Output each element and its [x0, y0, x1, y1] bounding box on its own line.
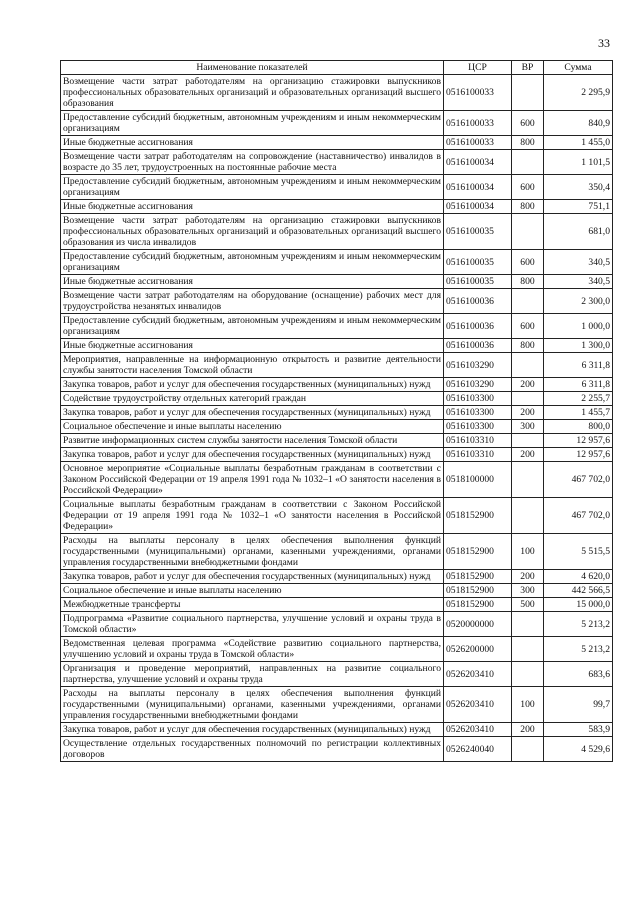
row-name-cell: Подпрограмма «Развитие социального партнерства, улучшение условий и охраны труда в Томской области»: [61, 612, 444, 637]
row-vr-cell: 200: [512, 406, 544, 420]
row-name-cell: Закупка товаров, работ и услуг для обеспечения государственных (муниципальных) нужд: [61, 723, 444, 737]
row-sum-cell: 467 702,0: [544, 462, 613, 498]
row-vr-cell: 200: [512, 570, 544, 584]
table-row: [61, 462, 613, 498]
row-vr-cell: 200: [512, 448, 544, 462]
table-row: [61, 662, 613, 687]
row-name-cell: Закупка товаров, работ и услуг для обеспечения государственных (муниципальных) нужд: [61, 378, 444, 392]
row-vr-cell: [512, 150, 544, 175]
row-code-cell: 0516100034: [444, 200, 512, 214]
row-name-cell: Ведомственная целевая программа «Содействие развитию социального партнерства, улучшению условий и охраны труда в Томской области»: [61, 637, 444, 662]
table-row: [61, 136, 613, 150]
table-row: [61, 175, 613, 200]
row-code-cell: 0516103310: [444, 434, 512, 448]
row-code-cell: 0516100033: [444, 75, 512, 111]
table-row: [61, 406, 613, 420]
row-name-cell: Социальное обеспечение и иные выплаты населению: [61, 584, 444, 598]
row-code-cell: 0516100034: [444, 175, 512, 200]
row-vr-cell: 300: [512, 584, 544, 598]
table-row: [61, 111, 613, 136]
row-code-cell: 0526203410: [444, 662, 512, 687]
table-row: [61, 378, 613, 392]
row-sum-cell: 583,9: [544, 723, 613, 737]
budget-table: [60, 60, 613, 762]
table-row: [61, 339, 613, 353]
row-name-cell: Основное мероприятие «Социальные выплаты безработным гражданам в соответствии с Законом Российской Федерации от 19 апреля 1991 года № 1032–1 «О занятости населения в Российской Федерации»: [61, 462, 444, 498]
row-vr-cell: [512, 353, 544, 378]
table-row: [61, 598, 613, 612]
column-header-code: ЦСР: [444, 61, 512, 75]
row-sum-cell: 800,0: [544, 420, 613, 434]
row-name-cell: Возмещение части затрат работодателям на организацию стажировки выпускников профессиональных образовательных организаций и образовательных организаций высшего образования: [61, 75, 444, 111]
table-row: [61, 420, 613, 434]
row-sum-cell: 15 000,0: [544, 598, 613, 612]
row-code-cell: 0518152900: [444, 534, 512, 570]
row-name-cell: Социальные выплаты безработным гражданам в соответствии с Законом Российской Федерации от 19 апреля 1991 года № 1032–1 «О занятости населения в Российской Федерации»: [61, 498, 444, 534]
row-vr-cell: 800: [512, 339, 544, 353]
row-code-cell: 0520000000: [444, 612, 512, 637]
column-header-vr: ВР: [512, 61, 544, 75]
row-sum-cell: 5 213,2: [544, 612, 613, 637]
row-sum-cell: 1 000,0: [544, 314, 613, 339]
table-row: [61, 150, 613, 175]
row-name-cell: Мероприятия, направленные на информационную открытость и развитие деятельности службы занятости населения Томской области: [61, 353, 444, 378]
row-code-cell: 0526240040: [444, 737, 512, 762]
row-vr-cell: [512, 662, 544, 687]
row-sum-cell: 2 295,9: [544, 75, 613, 111]
row-sum-cell: 340,5: [544, 275, 613, 289]
table-row: [61, 534, 613, 570]
row-vr-cell: 300: [512, 420, 544, 434]
row-vr-cell: [512, 75, 544, 111]
row-code-cell: 0518152900: [444, 584, 512, 598]
row-code-cell: 0516100036: [444, 339, 512, 353]
row-name-cell: Иные бюджетные ассигнования: [61, 136, 444, 150]
row-code-cell: 0516100034: [444, 150, 512, 175]
row-sum-cell: 442 566,5: [544, 584, 613, 598]
row-sum-cell: 467 702,0: [544, 498, 613, 534]
row-name-cell: Расходы на выплаты персоналу в целях обеспечения выполнения функций государственными (муниципальными) органами, казенными учреждениями, органами управления государственными внебюджетными фондами: [61, 534, 444, 570]
table-row: [61, 723, 613, 737]
row-vr-cell: [512, 737, 544, 762]
page-number: 33: [598, 36, 610, 50]
table-row: [61, 434, 613, 448]
row-sum-cell: 5 515,5: [544, 534, 613, 570]
row-name-cell: Организация и проведение мероприятий, направленных на развитие социального партнерства, улучшение условий и охраны труда: [61, 662, 444, 687]
table-row: [61, 275, 613, 289]
table-row: [61, 612, 613, 637]
row-name-cell: Предоставление субсидий бюджетным, автономным учреждениям и иным некоммерческим организациям: [61, 111, 444, 136]
row-sum-cell: 1 101,5: [544, 150, 613, 175]
row-vr-cell: 100: [512, 687, 544, 723]
table-row: [61, 289, 613, 314]
row-vr-cell: 800: [512, 275, 544, 289]
row-code-cell: 0516103310: [444, 448, 512, 462]
table-row: [61, 687, 613, 723]
row-vr-cell: [512, 434, 544, 448]
row-vr-cell: 100: [512, 534, 544, 570]
row-name-cell: Расходы на выплаты персоналу в целях обеспечения выполнения функций государственными (муниципальными) органами, казенными учреждениями, органами управления государственными внебюджетными фондами: [61, 687, 444, 723]
row-code-cell: 0518100000: [444, 462, 512, 498]
row-sum-cell: 12 957,6: [544, 434, 613, 448]
table-row: [61, 353, 613, 378]
row-sum-cell: 12 957,6: [544, 448, 613, 462]
row-name-cell: Развитие информационных систем службы занятости населения Томской области: [61, 434, 444, 448]
row-vr-cell: [512, 462, 544, 498]
row-sum-cell: 681,0: [544, 214, 613, 250]
row-sum-cell: 2 300,0: [544, 289, 613, 314]
row-code-cell: 0516100033: [444, 111, 512, 136]
row-vr-cell: 200: [512, 378, 544, 392]
column-header-name: Наименование показателей: [61, 61, 444, 75]
row-code-cell: 0516103300: [444, 406, 512, 420]
row-sum-cell: 1 300,0: [544, 339, 613, 353]
row-vr-cell: 600: [512, 111, 544, 136]
row-code-cell: 0516100035: [444, 214, 512, 250]
row-vr-cell: 600: [512, 175, 544, 200]
table-row: [61, 314, 613, 339]
row-name-cell: Осуществление отдельных государственных полномочий по регистрации коллективных договоров: [61, 737, 444, 762]
row-vr-cell: 200: [512, 723, 544, 737]
row-name-cell: Содействие трудоустройству отдельных категорий граждан: [61, 392, 444, 406]
row-name-cell: Закупка товаров, работ и услуг для обеспечения государственных (муниципальных) нужд: [61, 406, 444, 420]
row-name-cell: Закупка товаров, работ и услуг для обеспечения государственных (муниципальных) нужд: [61, 448, 444, 462]
table-body: [61, 75, 613, 762]
row-sum-cell: 6 311,8: [544, 378, 613, 392]
row-vr-cell: 600: [512, 250, 544, 275]
row-sum-cell: 683,6: [544, 662, 613, 687]
table-row: [61, 75, 613, 111]
row-vr-cell: 800: [512, 200, 544, 214]
row-name-cell: Возмещение части затрат работодателям на оборудование (оснащение) рабочих мест для трудоустройства незанятых инвалидов: [61, 289, 444, 314]
row-code-cell: 0518152900: [444, 570, 512, 584]
table-row: [61, 637, 613, 662]
row-name-cell: Закупка товаров, работ и услуг для обеспечения государственных (муниципальных) нужд: [61, 570, 444, 584]
column-header-sum: Сумма: [544, 61, 613, 75]
row-code-cell: 0516100036: [444, 289, 512, 314]
row-vr-cell: [512, 392, 544, 406]
row-sum-cell: 1 455,7: [544, 406, 613, 420]
row-sum-cell: 340,5: [544, 250, 613, 275]
row-sum-cell: 6 311,8: [544, 353, 613, 378]
row-sum-cell: 751,1: [544, 200, 613, 214]
row-sum-cell: 2 255,7: [544, 392, 613, 406]
row-vr-cell: [512, 498, 544, 534]
row-sum-cell: 840,9: [544, 111, 613, 136]
row-code-cell: 0516103290: [444, 353, 512, 378]
row-name-cell: Возмещение части затрат работодателям на организацию стажировки выпускников профессиональных образовательных организаций и образовательных организаций высшего образования из числа инвалидов: [61, 214, 444, 250]
row-sum-cell: 4 620,0: [544, 570, 613, 584]
row-vr-cell: [512, 289, 544, 314]
table-row: [61, 214, 613, 250]
row-code-cell: 0526203410: [444, 723, 512, 737]
row-name-cell: Иные бюджетные ассигнования: [61, 339, 444, 353]
row-name-cell: Иные бюджетные ассигнования: [61, 275, 444, 289]
row-code-cell: 0518152900: [444, 498, 512, 534]
row-name-cell: Межбюджетные трансферты: [61, 598, 444, 612]
row-name-cell: Иные бюджетные ассигнования: [61, 200, 444, 214]
row-sum-cell: 1 455,0: [544, 136, 613, 150]
row-sum-cell: 4 529,6: [544, 737, 613, 762]
table-row: [61, 570, 613, 584]
row-vr-cell: 600: [512, 314, 544, 339]
table-row: [61, 584, 613, 598]
table-row: [61, 250, 613, 275]
row-vr-cell: [512, 214, 544, 250]
row-code-cell: 0526200000: [444, 637, 512, 662]
row-vr-cell: [512, 637, 544, 662]
table-row: [61, 200, 613, 214]
row-code-cell: 0516103300: [444, 392, 512, 406]
table-header-row: [61, 61, 613, 75]
table-row: [61, 498, 613, 534]
row-name-cell: Предоставление субсидий бюджетным, автономным учреждениям и иным некоммерческим организациям: [61, 175, 444, 200]
row-sum-cell: 99,7: [544, 687, 613, 723]
row-code-cell: 0516103290: [444, 378, 512, 392]
table-row: [61, 448, 613, 462]
row-code-cell: 0516100035: [444, 275, 512, 289]
row-name-cell: Предоставление субсидий бюджетным, автономным учреждениям и иным некоммерческим организациям: [61, 314, 444, 339]
row-sum-cell: 350,4: [544, 175, 613, 200]
table-row: [61, 737, 613, 762]
row-code-cell: 0516103300: [444, 420, 512, 434]
row-vr-cell: 500: [512, 598, 544, 612]
row-vr-cell: 800: [512, 136, 544, 150]
row-vr-cell: [512, 612, 544, 637]
row-name-cell: Возмещение части затрат работодателям на сопровождение (наставничество) инвалидов в возрасте до 35 лет, трудоустроенных на постоянные рабочие места: [61, 150, 444, 175]
table-row: [61, 392, 613, 406]
row-code-cell: 0516100036: [444, 314, 512, 339]
row-code-cell: 0518152900: [444, 598, 512, 612]
row-code-cell: 0526203410: [444, 687, 512, 723]
row-name-cell: Предоставление субсидий бюджетным, автономным учреждениям и иным некоммерческим организациям: [61, 250, 444, 275]
row-code-cell: 0516100033: [444, 136, 512, 150]
row-code-cell: 0516100035: [444, 250, 512, 275]
row-name-cell: Социальное обеспечение и иные выплаты населению: [61, 420, 444, 434]
row-sum-cell: 5 213,2: [544, 637, 613, 662]
